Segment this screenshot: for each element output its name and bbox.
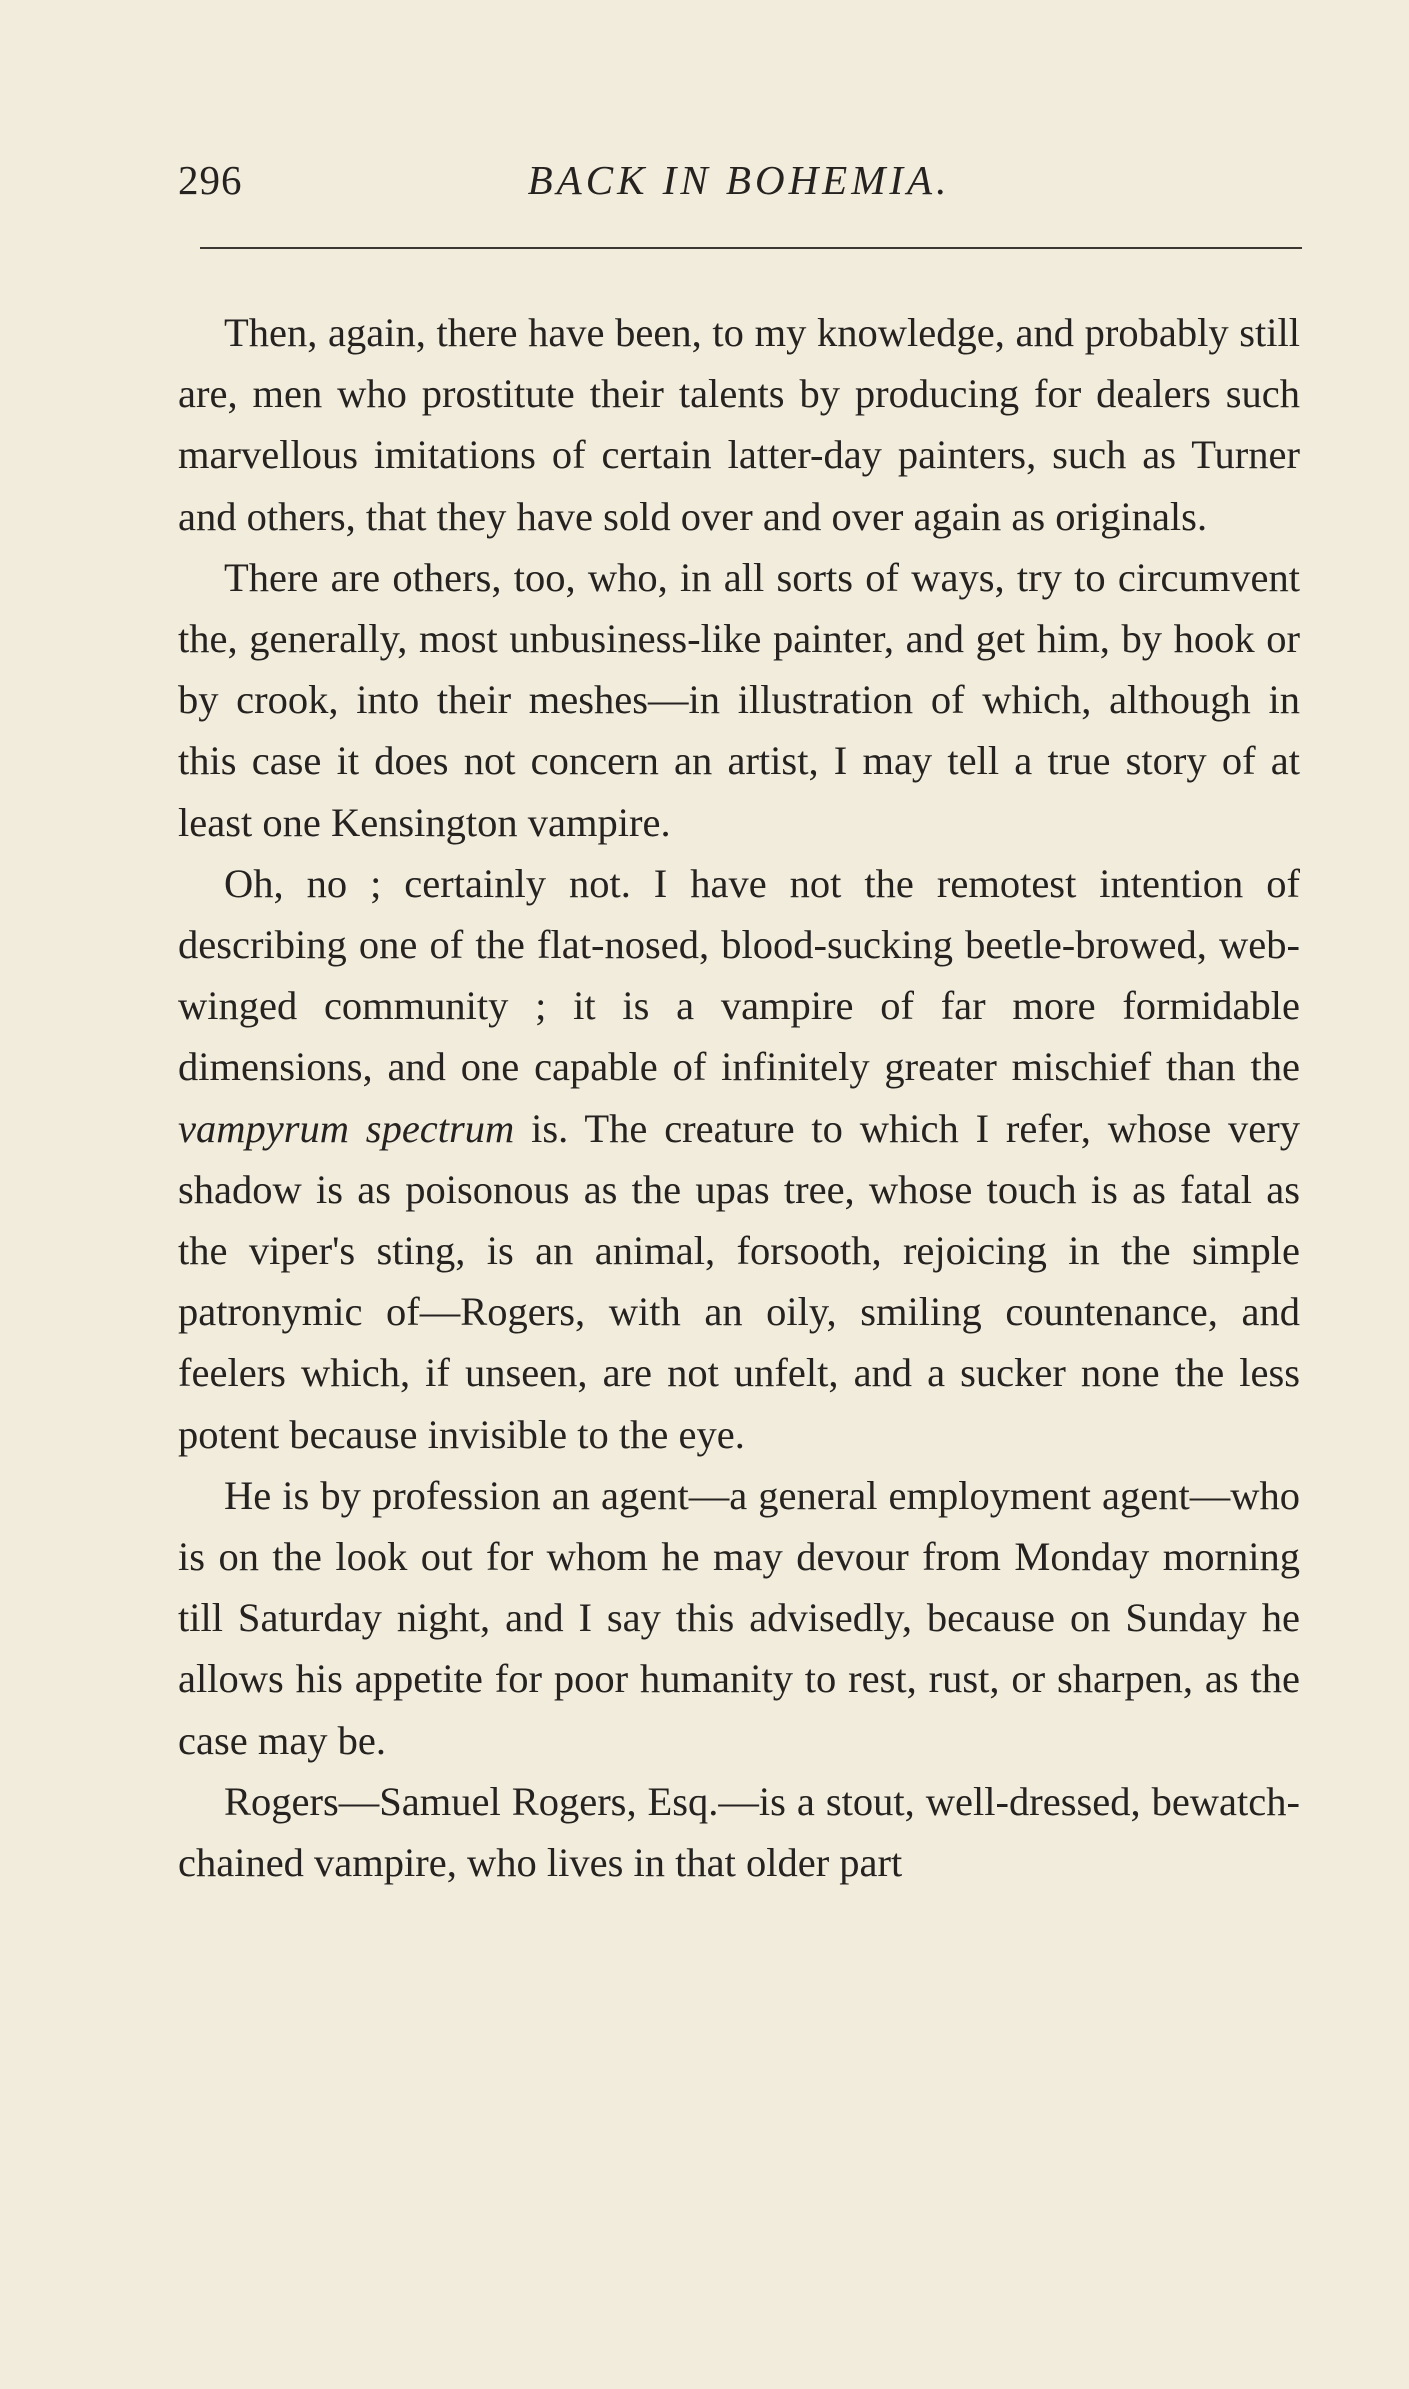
- paragraph-text: is. The creature to which I refer, whose very shadow is as poisonous as the upas tree, whose touch is as fatal as the viper's sting, is an animal, forsooth, rejoicing in the simple patronymic of—Rogers, with an oily, smiling countenance, and feelers which, if unseen, are not unfelt, and a sucker none the less potent because invisible to the eye.: [178, 1105, 1300, 1457]
- paragraph-text: Oh, no ; certainly not. I have not the remotest intention of describing one of the flat-nosed, blood-sucking beetle-browed, web-winged community ; it is a vampire of far more formidable dimensions, and one capable of infinitely greater mischief than the: [178, 860, 1300, 1090]
- body-text: [178, 302, 1300, 1893]
- page-header: [178, 156, 1300, 216]
- running-title: BACK IN BOHEMIA.: [527, 157, 951, 203]
- page-number: 296: [178, 157, 243, 203]
- paragraph: Rogers—Samuel Rogers, Esq.—is a stout, well-dressed, bewatch-chained vampire, who lives in that older part: [178, 1778, 1300, 1886]
- italic-species-name: vampyrum spectrum: [178, 1105, 515, 1151]
- paragraph: He is by profession an agent—a general employment agent—who is on the look out for whom he may devour from Monday morning till Saturday night, and I say this advisedly, because on Sunday he allows his appetite for poor humanity to rest, rust, or sharpen, as the case may be.: [178, 1472, 1300, 1763]
- header-rule: [200, 247, 1302, 249]
- paragraph: Then, again, there have been, to my knowledge, and probably still are, men who prostitute their talents by producing for dealers such marvellous imitations of certain latter-day painters, such as Turner and others, that they have sold over and over again as originals.: [178, 310, 1300, 539]
- paragraph: [178, 853, 1300, 1465]
- paragraph: There are others, too, who, in all sorts of ways, try to circumvent the, generally, most unbusiness-like painter, and get him, by hook or by crook, into their meshes—in illustration of which, although in this case it does not concern an artist, I may tell a true story of at least one Kensington vampire.: [178, 554, 1300, 845]
